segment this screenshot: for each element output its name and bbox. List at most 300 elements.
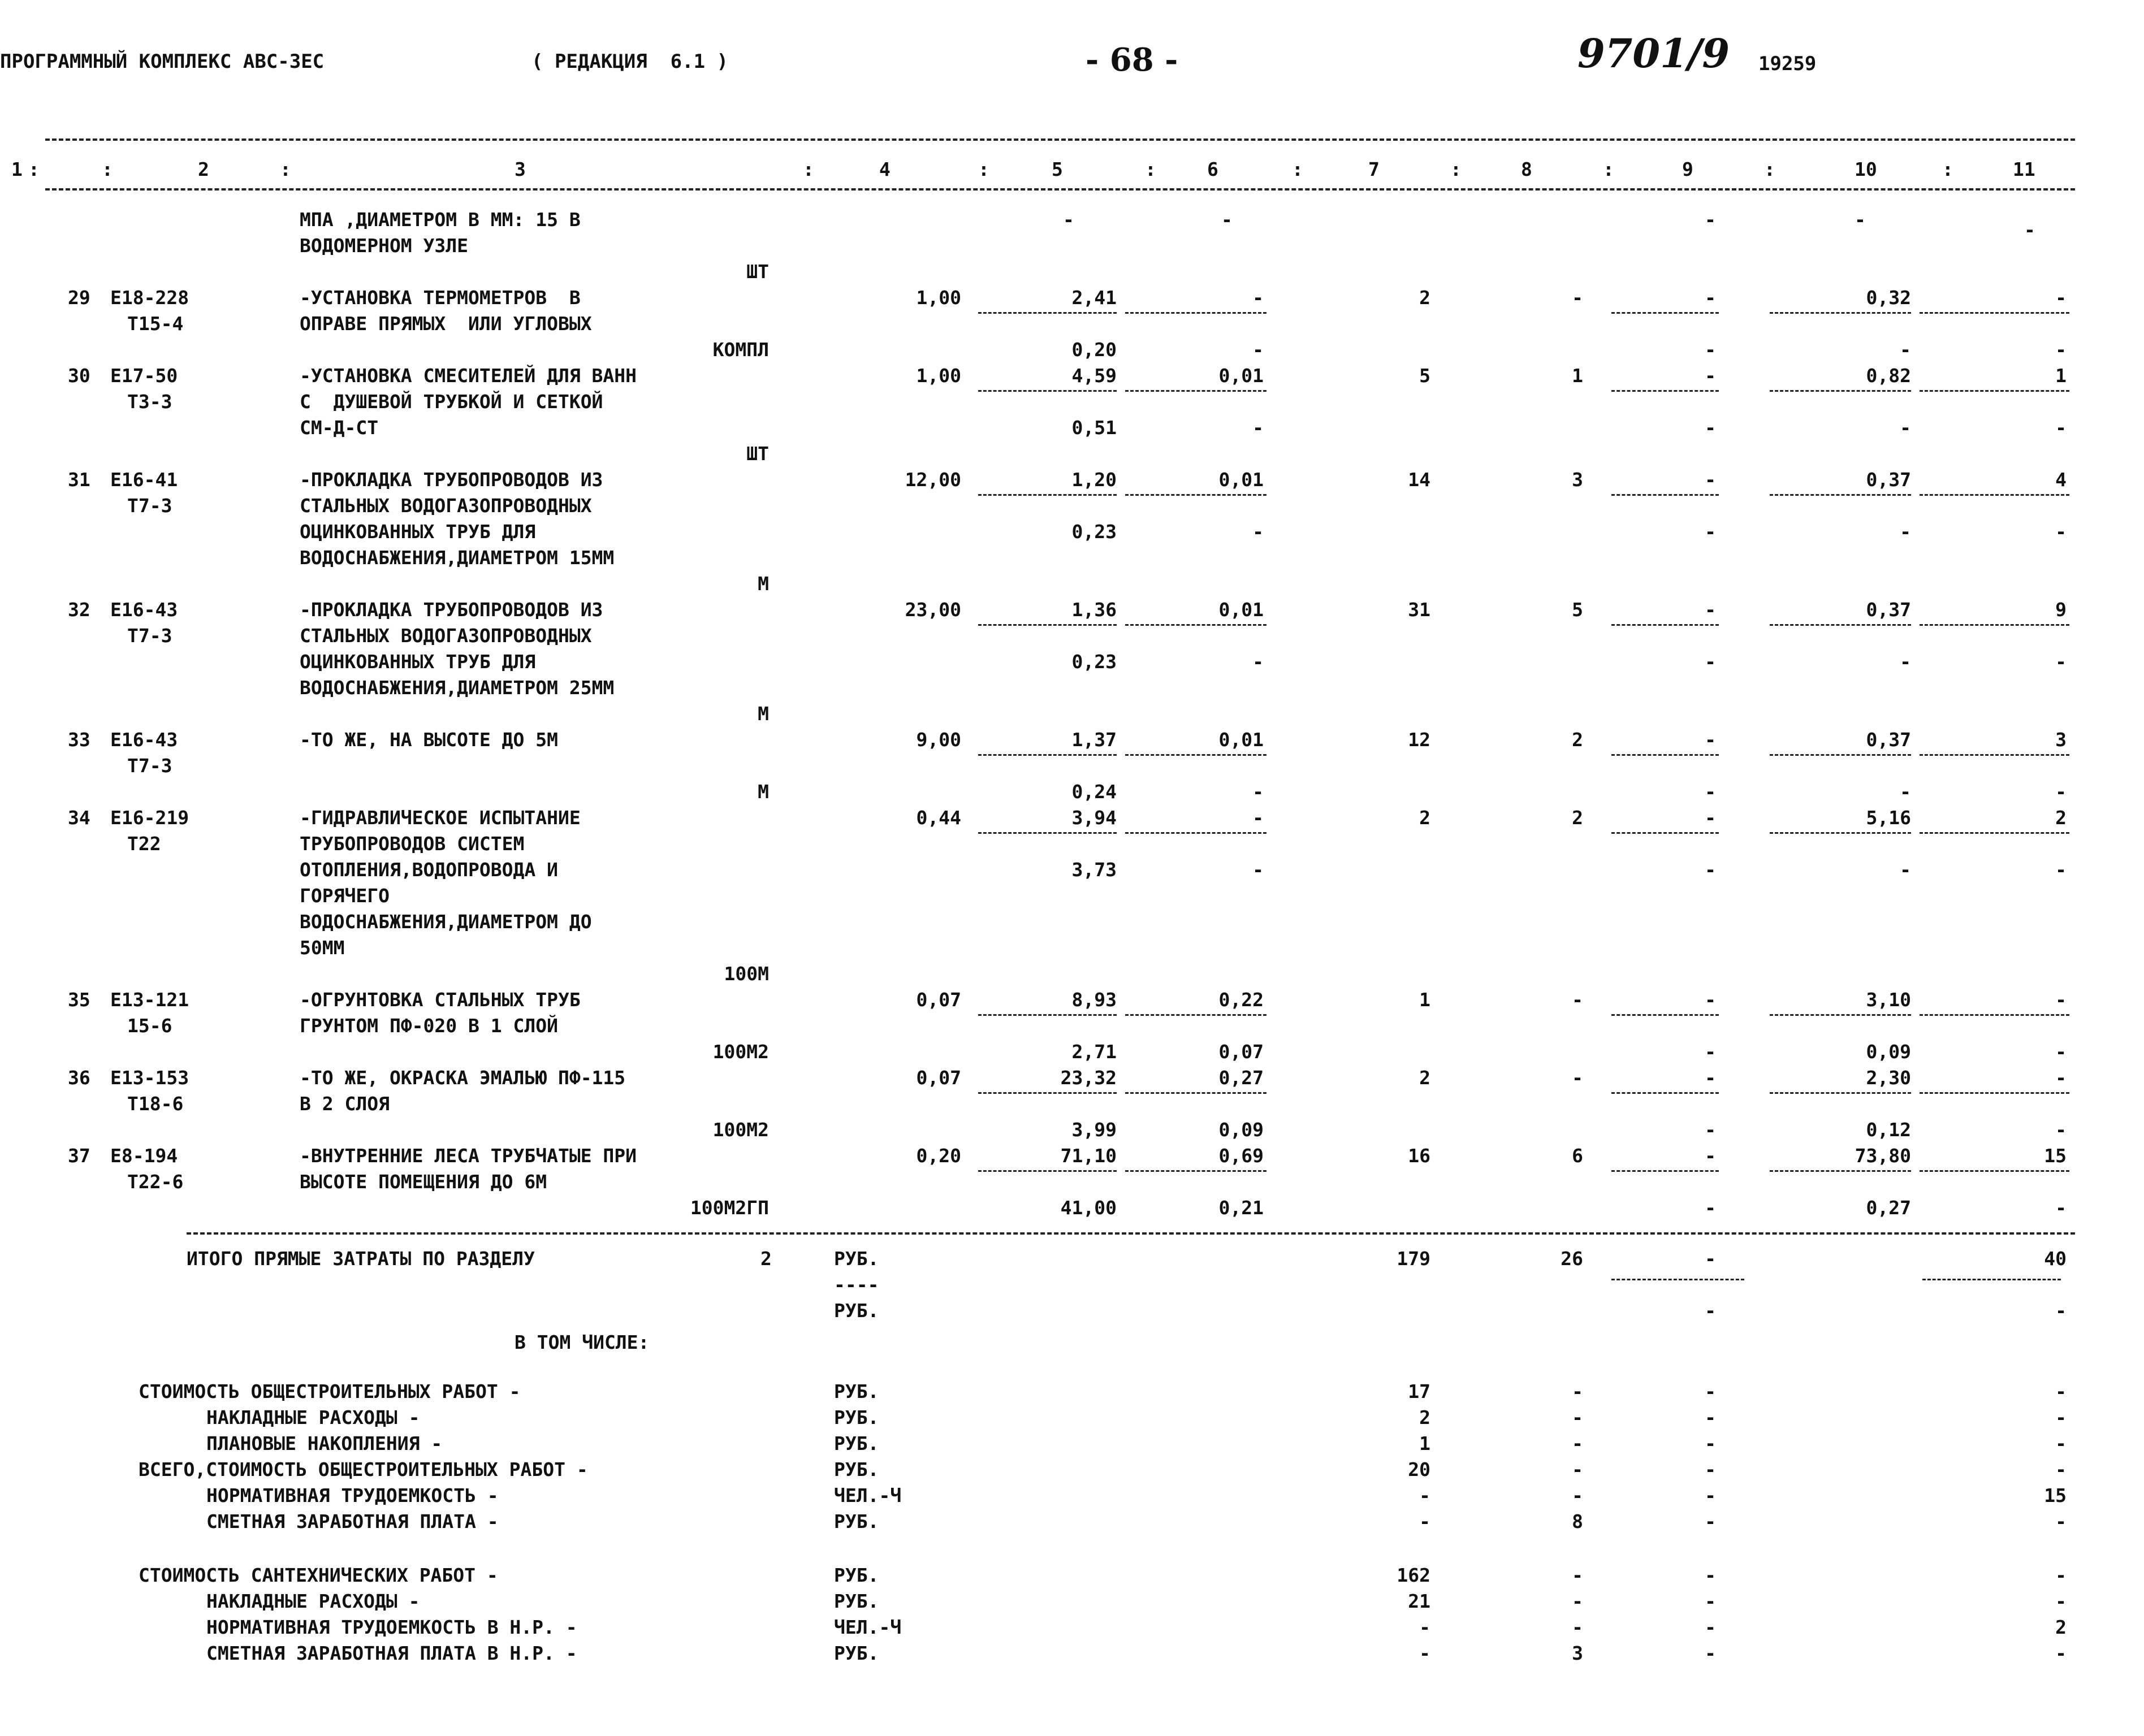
cell-c9-sub: - [1705,781,1716,803]
cell-separator [1611,1170,1719,1172]
cell-c8: - [1572,989,1583,1011]
summary-label: СМЕТНАЯ ЗАРАБОТНАЯ ПЛАТА - [206,1510,499,1532]
cell-c8: 3 [1572,469,1583,491]
totals-label: ИТОГО ПРЯМЫЕ ЗАТРАТЫ ПО РАЗДЕЛУ [187,1248,535,1270]
cell-c11: - [2055,989,2067,1011]
cell-c9-sub: - [1705,339,1716,361]
cell-separator [1125,1092,1266,1094]
summary-c11: - [2055,1590,2067,1612]
summary-c7: 17 [1408,1380,1430,1402]
summary-unit: ЧЕЛ.-Ч [834,1484,902,1506]
cell-c9: - [1705,599,1716,621]
column-header-1: 1 [11,158,23,180]
cell-c6: - [1252,807,1264,829]
cell-separator [1920,1170,2069,1172]
cell-c9: - [1705,807,1716,829]
column-divider: : [803,158,814,180]
program-name: ПРОГРАММНЫЙ КОМПЛЕКС АВС-ЗЕС [0,50,325,73]
description-line: МПА ,ДИАМЕТРОМ В ММ: 15 В [300,209,581,231]
cell-c8: 6 [1572,1145,1583,1167]
cell-qty: 0,07 [916,989,961,1011]
cell-c6-sub: - [1252,521,1264,543]
summary-unit: РУБ. [834,1564,879,1586]
cell-separator [978,832,1117,834]
unit-label: ШТ [746,261,769,283]
cell-c5-sub: 0,20 [1071,339,1117,361]
cell-c10: 0,82 [1866,365,1911,387]
description-line: СТАЛЬНЫХ ВОДОГАЗОПРОВОДНЫХ [300,495,592,517]
summary-c11: - [2055,1380,2067,1402]
cell-separator [1125,494,1266,496]
cell-separator [1611,390,1719,392]
cell-c9: - [1705,287,1716,309]
cell-c11: - [2055,1067,2067,1089]
description-line: С ДУШЕВОЙ ТРУБКОЙ И СЕТКОЙ [300,391,603,413]
column-divider: : [280,158,291,180]
cell-c10-sub: - [1900,781,1911,803]
cell-c9-sub: - [1705,859,1716,881]
cell-c11: - [2024,219,2035,241]
row-number: 37 [68,1145,90,1167]
cell-c6: 0,01 [1218,729,1264,751]
summary-c8: - [1572,1564,1583,1586]
cell-c8: 1 [1572,365,1583,387]
summary-unit: РУБ. [834,1642,879,1664]
cell-c5-sub: 0,23 [1071,521,1117,543]
description-line: -ПРОКЛАДКА ТРУБОПРОВОДОВ ИЗ [300,599,603,621]
cell-c10: 0,32 [1866,287,1911,309]
cell-separator [1125,312,1266,314]
column-divider: : [28,158,40,180]
table-code: Т18-6 [127,1093,184,1115]
cell-c11-sub: - [2055,1197,2067,1219]
unit-label: М [758,781,769,803]
description-line: ОЦИНКОВАННЫХ ТРУБ ДЛЯ [300,651,536,673]
cell-c9-sub: - [1705,417,1716,439]
cell-c9: - [1705,365,1716,387]
cell-c6: 0,01 [1218,599,1264,621]
cell-c10-sub: 0,12 [1866,1119,1911,1141]
summary-c7: - [1419,1484,1430,1506]
cell-separator [1770,754,1911,756]
column-divider: : [1292,158,1303,180]
cell-c11-sub: - [2055,1119,2067,1141]
cell-c5-sub: 2,71 [1071,1041,1117,1063]
cell-separator [978,1092,1117,1094]
summary-unit: РУБ. [834,1590,879,1612]
summary-c8: - [1572,1458,1583,1480]
summary-c8: - [1572,1406,1583,1428]
cell-qty: 12,00 [905,469,961,491]
totals-c11-separator [1922,1279,2061,1280]
table-code: Т7-3 [127,625,172,647]
cell-separator [1611,494,1719,496]
document-number: 19259 [1758,53,1817,75]
summary-c11: - [2055,1432,2067,1454]
cell-qty: 0,07 [916,1067,961,1089]
cell-c8: 5 [1572,599,1583,621]
cell-c5: 2,41 [1071,287,1117,309]
norm-code: Е18-228 [110,287,189,309]
summary-c9: - [1705,1616,1716,1638]
summary-c11: 15 [2044,1484,2067,1506]
cell-c7: 5 [1419,365,1430,387]
column-header-4: 4 [879,158,891,180]
summary-c11: - [2055,1642,2067,1664]
description-line: ВОДОСНАБЖЕНИЯ,ДИАМЕТРОМ 25ММ [300,677,615,699]
cell-c11: 4 [2055,469,2067,491]
summary-c7: 1 [1419,1432,1430,1454]
unit-label: М [758,703,769,725]
totals-separator: ---- [834,1274,879,1296]
cell-separator [1920,754,2069,756]
totals-c9-separator [1611,1279,1744,1280]
totals-c11: 40 [2044,1248,2067,1270]
cell-c6-sub: 0,07 [1218,1041,1264,1063]
cell-c9-sub: - [1705,651,1716,673]
description-line: -ВНУТРЕННИЕ ЛЕСА ТРУБЧАТЫЕ ПРИ [300,1145,637,1167]
cell-qty: 23,00 [905,599,961,621]
description-line: В 2 СЛОЯ [300,1093,390,1115]
cell-c6-sub: - [1252,651,1264,673]
table-code: Т7-3 [127,755,172,777]
cell-separator [1770,390,1911,392]
summary-c9: - [1705,1406,1716,1428]
description-line: ВОДОСНАБЖЕНИЯ,ДИАМЕТРОМ 15ММ [300,547,615,569]
cell-c11: 1 [2055,365,2067,387]
cell-c9: - [1705,1145,1716,1167]
unit-label: КОМПЛ [712,339,769,361]
cell-separator [1125,754,1266,756]
description-line: СМ-Д-СТ [300,417,379,439]
cell-qty: 0,44 [916,807,961,829]
including-label: В ТОМ ЧИСЛЕ: [515,1331,650,1353]
column-header-11: 11 [2013,158,2035,180]
summary-label: СМЕТНАЯ ЗАРАБОТНАЯ ПЛАТА В Н.Р. - [206,1642,577,1664]
cell-separator [1125,1170,1266,1172]
summary-label: СТОИМОСТЬ САНТЕХНИЧЕСКИХ РАБОТ - [139,1564,498,1586]
row-number: 32 [68,599,90,621]
summary-c8: - [1572,1590,1583,1612]
column-header-5: 5 [1052,158,1063,180]
cell-c10: 2,30 [1866,1067,1911,1089]
cell-c5-sub: 3,73 [1071,859,1117,881]
column-header-7: 7 [1368,158,1380,180]
cell-c6-sub: 0,09 [1218,1119,1264,1141]
cell-separator [1611,312,1719,314]
cell-c5-sub: 3,99 [1071,1119,1117,1141]
cell-c10: 0,37 [1866,469,1911,491]
cell-c5: 1,20 [1071,469,1117,491]
summary-unit: ЧЕЛ.-Ч [834,1616,902,1638]
column-divider: : [1603,158,1614,180]
description-line: ГРУНТОМ ПФ-020 В 1 СЛОЙ [300,1015,558,1037]
norm-code: Е8-194 [110,1145,178,1167]
column-header-8: 8 [1521,158,1532,180]
column-header-3: 3 [515,158,526,180]
cell-c11-sub: - [2055,781,2067,803]
table-code: 15-6 [127,1015,172,1037]
cell-separator [978,494,1117,496]
cell-c7: 2 [1419,807,1430,829]
cell-qty: 0,20 [916,1145,961,1167]
column-header-10: 10 [1855,158,1877,180]
cell-c6-sub: - [1252,417,1264,439]
cell-separator [1125,624,1266,626]
cell-separator [1611,624,1719,626]
cell-c5: 1,36 [1071,599,1117,621]
column-divider: : [978,158,989,180]
summary-c8: 3 [1572,1642,1583,1664]
cell-c5-sub: 0,24 [1071,781,1117,803]
totals-section: 2 [760,1248,772,1270]
summary-unit: РУБ. [834,1458,879,1480]
summary-unit: РУБ. [834,1406,879,1428]
cell-separator [1770,1014,1911,1016]
unit-label: 100М2 [712,1041,769,1063]
summary-c9: - [1705,1564,1716,1586]
cell-c6-sub: 0,21 [1218,1197,1264,1219]
cell-c11-sub: - [2055,417,2067,439]
unit-label: 100М2ГП [690,1197,769,1219]
cell-separator [1611,1014,1719,1016]
cell-c10: 5,16 [1866,807,1911,829]
cell-c10: 0,37 [1866,599,1911,621]
unit-label: 100М [724,963,769,985]
summary-c9: - [1705,1380,1716,1402]
summary-c9: - [1705,1484,1716,1506]
cell-c6: 0,01 [1218,365,1264,387]
cell-c6-sub: - [1252,859,1264,881]
unit-label: 100М2 [712,1119,769,1141]
cell-separator [1920,390,2069,392]
cell-c7: 16 [1408,1145,1430,1167]
cell-c11: 3 [2055,729,2067,751]
cell-separator [1770,832,1911,834]
column-divider: : [102,158,113,180]
cell-c10: 73,80 [1855,1145,1911,1167]
totals-c8: 26 [1561,1248,1583,1270]
summary-unit: РУБ. [834,1432,879,1454]
cell-c11-sub: - [2055,339,2067,361]
cell-c10-sub: - [1900,521,1911,543]
column-divider: : [1450,158,1462,180]
handwritten-number: 9701/9 [1577,30,1730,77]
description-line: ОТОПЛЕНИЯ,ВОДОПРОВОДА И [300,859,558,881]
cell-separator [1611,1092,1719,1094]
cell-separator [1611,832,1719,834]
summary-label: ВСЕГО,СТОИМОСТЬ ОБЩЕСТРОИТЕЛЬНЫХ РАБОТ - [139,1458,588,1480]
description-line: -ТО ЖЕ, ОКРАСКА ЭМАЛЬЮ ПФ-115 [300,1067,626,1089]
column-header-6: 6 [1207,158,1218,180]
cell-c11: 15 [2044,1145,2067,1167]
edition-label: ( РЕДАКЦИЯ 6.1 ) [531,50,728,73]
table-code: Т15-4 [127,313,184,335]
cell-c5: 23,32 [1060,1067,1117,1089]
cell-c5-sub: 41,00 [1060,1197,1117,1219]
row-number: 33 [68,729,90,751]
cell-c6: 0,01 [1218,469,1264,491]
description-line: -УСТАНОВКА СМЕСИТЕЛЕЙ ДЛЯ ВАНН [300,365,637,387]
norm-code: Е16-43 [110,599,178,621]
description-line: -ПРОКЛАДКА ТРУБОПРОВОДОВ ИЗ [300,469,603,491]
summary-c7: 2 [1419,1406,1430,1428]
column-divider: : [1942,158,1953,180]
cell-separator [1920,312,2069,314]
cell-c6: 0,27 [1218,1067,1264,1089]
summary-c11: - [2055,1406,2067,1428]
cell-c8: - [1572,1067,1583,1089]
cell-c11-sub: - [2055,1041,2067,1063]
cell-separator [1611,754,1719,756]
summary-c11: - [2055,1564,2067,1586]
totals-unit: РУБ. [834,1248,879,1270]
cell-c10-sub: 0,27 [1866,1197,1911,1219]
cell-c11-sub: - [2055,859,2067,881]
table-code: Т22 [127,833,161,855]
norm-code: Е17-50 [110,365,178,387]
row-number: 35 [68,989,90,1011]
cell-c5: 8,93 [1071,989,1117,1011]
row-number: 34 [68,807,90,829]
cell-c11-sub: - [2055,651,2067,673]
summary-c8: - [1572,1484,1583,1506]
description-line: ОПРАВЕ ПРЯМЫХ ИЛИ УГЛОВЫХ [300,313,592,335]
header-bottom-rule [45,188,2075,191]
description-line: 50ММ [300,937,345,959]
column-divider: : [1764,158,1775,180]
cell-separator [1770,1170,1911,1172]
cell-c10-sub: - [1900,651,1911,673]
totals-rule [187,1232,2075,1235]
cell-c9: - [1705,989,1716,1011]
row-number: 31 [68,469,90,491]
column-header-9: 9 [1682,158,1693,180]
totals-c11-sub: - [2055,1300,2067,1322]
cell-separator [1125,1014,1266,1016]
cell-c6-sub: - [1252,339,1264,361]
cell-c10-sub: - [1900,859,1911,881]
table-code: Т22-6 [127,1171,184,1193]
cell-c10-sub: 0,09 [1866,1041,1911,1063]
norm-code: Е13-153 [110,1067,189,1089]
cell-separator [1125,390,1266,392]
cell-c10: 0,37 [1866,729,1911,751]
norm-code: Е16-219 [110,807,189,829]
header-top-rule [45,138,2075,141]
summary-c7: 21 [1408,1590,1430,1612]
summary-label: ПЛАНОВЫЕ НАКОПЛЕНИЯ - [206,1432,443,1454]
unit-label: ШТ [746,443,769,465]
summary-c9: - [1705,1642,1716,1664]
cell-separator [1920,494,2069,496]
row-number: 29 [68,287,90,309]
column-header-2: 2 [198,158,209,180]
summary-c7: 20 [1408,1458,1430,1480]
cell-c9: - [1705,729,1716,751]
cell-qty: 9,00 [916,729,961,751]
summary-c9: - [1705,1458,1716,1480]
cell-c7: 2 [1419,287,1430,309]
description-line: -УСТАНОВКА ТЕРМОМЕТРОВ В [300,287,581,309]
cell-c8: 2 [1572,807,1583,829]
cell-c5: 3,94 [1071,807,1117,829]
description-line: ВОДОСНАБЖЕНИЯ,ДИАМЕТРОМ ДО [300,911,592,933]
cell-qty: 1,00 [916,365,961,387]
summary-label: СТОИМОСТЬ ОБЩЕСТРОИТЕЛЬНЫХ РАБОТ - [139,1380,521,1402]
summary-unit: РУБ. [834,1380,879,1402]
summary-c9: - [1705,1432,1716,1454]
cell-c10-sub: - [1900,417,1911,439]
cell-separator [1920,1092,2069,1094]
summary-c8: - [1572,1380,1583,1402]
cell-c6-sub: - [1252,781,1264,803]
summary-c7: - [1419,1616,1430,1638]
summary-label: НОРМАТИВНАЯ ТРУДОЕМКОСТЬ В Н.Р. - [206,1616,577,1638]
summary-c8: - [1572,1432,1583,1454]
description-line: СТАЛЬНЫХ ВОДОГАЗОПРОВОДНЫХ [300,625,592,647]
unit-label: М [758,573,769,595]
cell-c8: - [1572,287,1583,309]
summary-c8: - [1572,1616,1583,1638]
cell-c11: 2 [2055,807,2067,829]
cell-c9-sub: - [1705,521,1716,543]
description-line: ТРУБОПРОВОДОВ СИСТЕМ [300,833,525,855]
summary-unit: РУБ. [834,1510,879,1532]
totals-c9-sub: - [1705,1300,1716,1322]
cell-separator [978,754,1117,756]
totals-c7: 179 [1397,1248,1430,1270]
table-code: Т7-3 [127,495,172,517]
summary-label: НАКЛАДНЫЕ РАСХОДЫ - [206,1406,420,1428]
cell-c5: 4,59 [1071,365,1117,387]
cell-c5: 71,10 [1060,1145,1117,1167]
cell-separator [1770,312,1911,314]
cell-c5-sub: 0,23 [1071,651,1117,673]
totals-c9: - [1705,1248,1716,1270]
cell-c8: 2 [1572,729,1583,751]
cell-separator [978,624,1117,626]
cell-c6: - [1221,209,1233,231]
cell-c7: 12 [1408,729,1430,751]
summary-c9: - [1705,1590,1716,1612]
cell-c10-sub: - [1900,339,1911,361]
description-line: ВЫСОТЕ ПОМЕЩЕНИЯ ДО 6М [300,1171,547,1193]
cell-separator [1920,832,2069,834]
cell-c7: 1 [1419,989,1430,1011]
cell-c5: - [1063,209,1074,231]
cell-c5: 1,37 [1071,729,1117,751]
cell-separator [1920,624,2069,626]
summary-c7: - [1419,1642,1430,1664]
table-code: Т3-3 [127,391,172,413]
cell-separator [978,390,1117,392]
cell-c7: 14 [1408,469,1430,491]
cell-c6: - [1252,287,1264,309]
row-number: 30 [68,365,90,387]
cell-c9-sub: - [1705,1197,1716,1219]
norm-code: Е13-121 [110,989,189,1011]
cell-c10: - [1855,209,1866,231]
cell-separator [978,312,1117,314]
cell-qty: 1,00 [916,287,961,309]
cell-separator [978,1170,1117,1172]
cell-c10: 3,10 [1866,989,1911,1011]
page-number: - 68 - [1086,41,1178,79]
summary-label: НАКЛАДНЫЕ РАСХОДЫ - [206,1590,420,1612]
summary-c8: 8 [1572,1510,1583,1532]
column-divider: : [1145,158,1156,180]
